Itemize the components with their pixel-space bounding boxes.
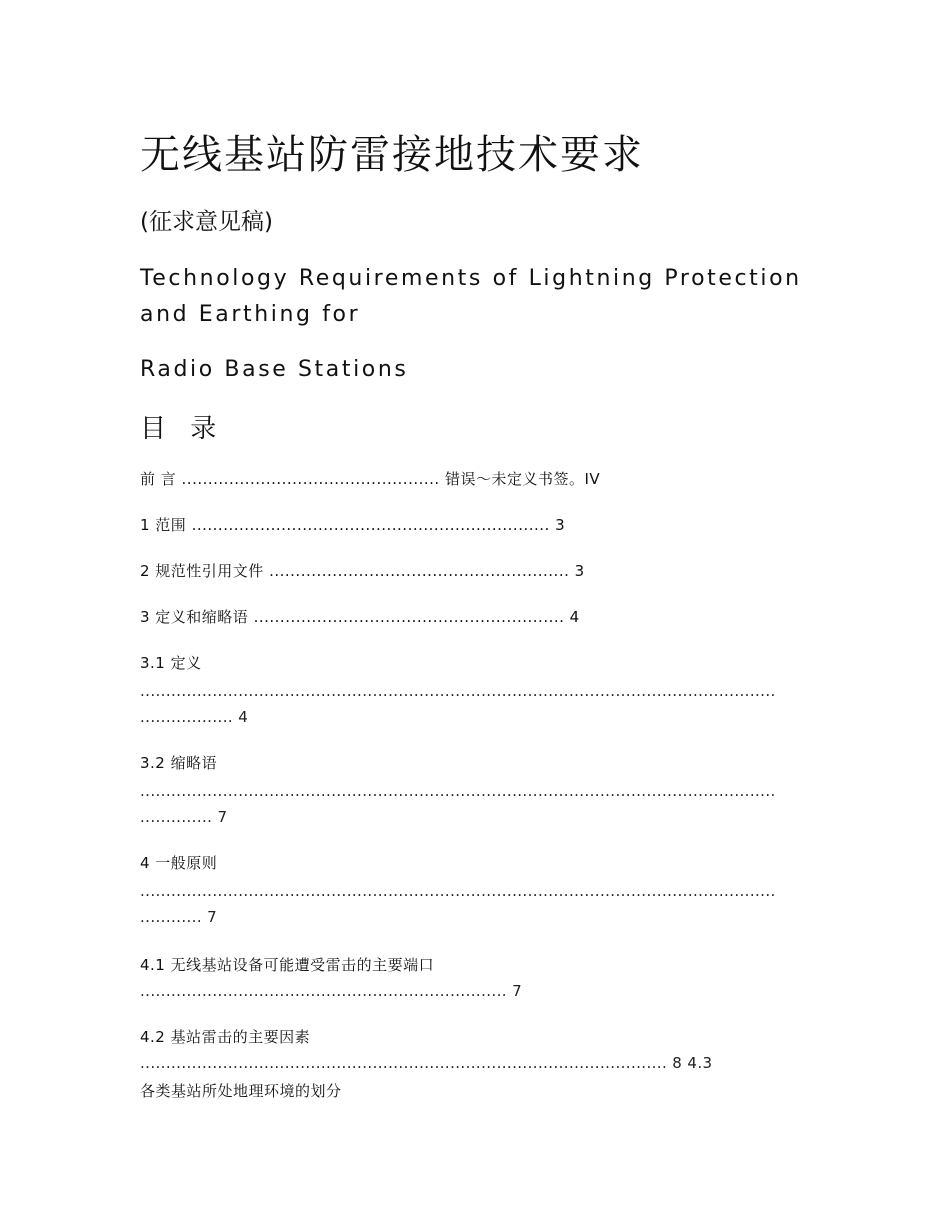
english-title-line-2: and Earthing for [140, 302, 361, 327]
toc-entry-definitions[interactable]: 3.1 定义 [140, 654, 202, 672]
english-title-line-1: Technology Requirements of Lightning Protection [140, 266, 802, 291]
document-subtitle: (征求意见稿) [140, 209, 273, 235]
toc-page-number: ............ 7 [140, 908, 218, 926]
toc-leader-dots: ........................................................................................................................... [140, 882, 776, 900]
toc-leader-dots: ...................................................................................................... 8 4.3 [140, 1054, 713, 1072]
english-title-line-3: Radio Base Stations [140, 357, 409, 382]
toc-heading: 目 录 [140, 414, 225, 444]
toc-page-number: .................. 4 [140, 708, 249, 726]
toc-entry-foreword[interactable]: 前 言 ................................................. 错误～未定义书签。IV [140, 470, 601, 488]
toc-entry-abbreviations[interactable]: 3.2 缩略语 [140, 754, 218, 772]
toc-entry-main-ports[interactable]: 4.1 无线基站设备可能遭受雷击的主要端口 [140, 956, 435, 974]
toc-leader-dots: ........................................................................................................................... [140, 682, 776, 700]
document-title: 无线基站防雷接地技术要求 [140, 132, 644, 178]
toc-entry-normative-references[interactable]: 2 规范性引用文件 ......................................................... 3 [140, 562, 585, 580]
toc-entry-scope[interactable]: 1 范围 .................................................................... 3 [140, 516, 566, 534]
toc-leader-dots: ....................................................................... 7 [140, 982, 523, 1000]
toc-entry-geographic-classification[interactable]: 各类基站所处地理环境的划分 [140, 1082, 342, 1100]
toc-entry-definitions-abbreviations[interactable]: 3 定义和缩略语 ........................................................... 4 [140, 608, 580, 626]
toc-entry-lightning-factors[interactable]: 4.2 基站雷击的主要因素 [140, 1028, 311, 1046]
toc-leader-dots: ........................................................................................................................... [140, 782, 776, 800]
toc-entry-general-principles[interactable]: 4 一般原则 [140, 854, 218, 872]
toc-page-number: .............. 7 [140, 808, 228, 826]
